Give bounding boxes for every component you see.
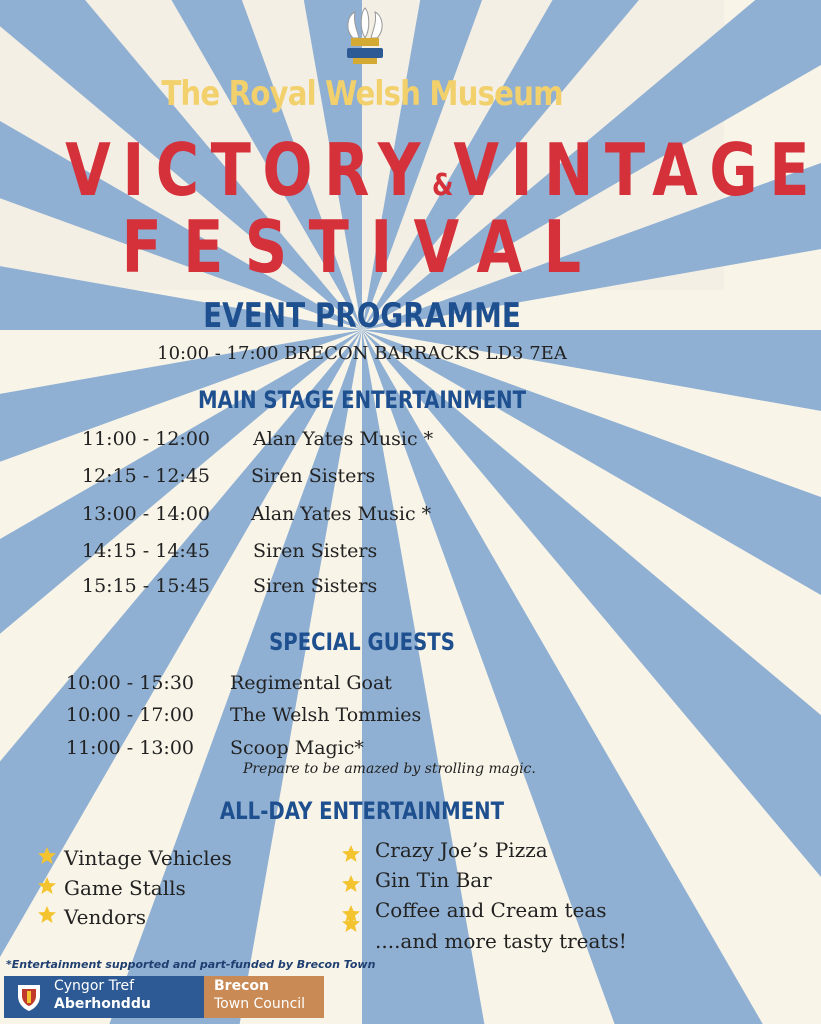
guest-act: Regimental Goat [230, 672, 392, 694]
logo-welsh-line2: Aberhonddu [54, 996, 151, 1012]
logo-english-line1: Brecon [214, 978, 269, 994]
all-day-item: Gin Tin Bar [375, 868, 492, 892]
logo-english-panel [204, 976, 324, 1018]
main-stage-time: 12:15 - 12:45 [82, 465, 211, 487]
main-stage-time: 15:15 - 15:45 [82, 575, 211, 597]
title-vintage: VINTAGE [453, 128, 821, 212]
magic-note: Prepare to be amazed by strolling magic. [243, 761, 536, 777]
all-day-item: Coffee and Cream teas [375, 898, 607, 922]
programme-heading: EVENT PROGRAMME [203, 296, 521, 336]
crest-icon [339, 8, 391, 70]
main-stage-act: Alan Yates Music * [253, 428, 434, 450]
all-day-item: Vendors [64, 905, 146, 929]
all-day-item: Vintage Vehicles [64, 846, 232, 870]
special-guests-heading: SPECIAL GUESTS [269, 628, 455, 656]
festival-title-line2: FESTIVAL [121, 205, 603, 289]
guest-time: 11:00 - 13:00 [66, 737, 195, 759]
main-stage-act: Alan Yates Music * [251, 503, 432, 525]
main-stage-time: 13:00 - 14:00 [82, 503, 211, 525]
star-icon [37, 905, 57, 925]
programme-time-location: 10:00 - 17:00 BRECON BARRACKS LD3 7EA [157, 343, 567, 364]
all-day-heading: ALL-DAY ENTERTAINMENT [219, 797, 505, 825]
funding-credit: *Entertainment supported and part-funded by Brecon Town [6, 958, 376, 971]
star-icon [37, 876, 57, 896]
all-day-extra: ....and more tasty treats! [375, 929, 627, 953]
star-icon [341, 874, 361, 894]
title-victory: VICTORY [65, 128, 432, 212]
main-stage-time: 11:00 - 12:00 [82, 428, 211, 450]
council-logo [4, 976, 324, 1018]
guest-time: 10:00 - 15:30 [66, 672, 195, 694]
main-stage-heading: MAIN STAGE ENTERTAINMENT [197, 386, 527, 414]
main-stage-act: Siren Sisters [251, 465, 376, 487]
festival-title-line1 [65, 128, 821, 212]
title-ampersand: & [431, 168, 454, 203]
star-icon [37, 846, 57, 866]
main-stage-act: Siren Sisters [253, 575, 378, 597]
logo-welsh-line1: Cyngor Tref [54, 978, 135, 994]
museum-name: The Royal Welsh Museum [161, 74, 563, 114]
logo-welsh-panel [4, 976, 204, 1018]
guest-time: 10:00 - 17:00 [66, 704, 195, 726]
star-icon [341, 844, 361, 864]
logo-english-line2: Town Council [214, 996, 306, 1012]
hero-banner [0, 0, 821, 290]
main-stage-act: Siren Sisters [253, 540, 378, 562]
star-icon [341, 914, 361, 934]
council-shield-icon [14, 982, 44, 1012]
guest-act: The Welsh Tommies [230, 704, 422, 726]
guest-act: Scoop Magic* [230, 737, 364, 759]
all-day-item: Crazy Joe’s Pizza [375, 838, 548, 862]
all-day-item: Game Stalls [64, 876, 186, 900]
main-stage-time: 14:15 - 14:45 [82, 540, 211, 562]
